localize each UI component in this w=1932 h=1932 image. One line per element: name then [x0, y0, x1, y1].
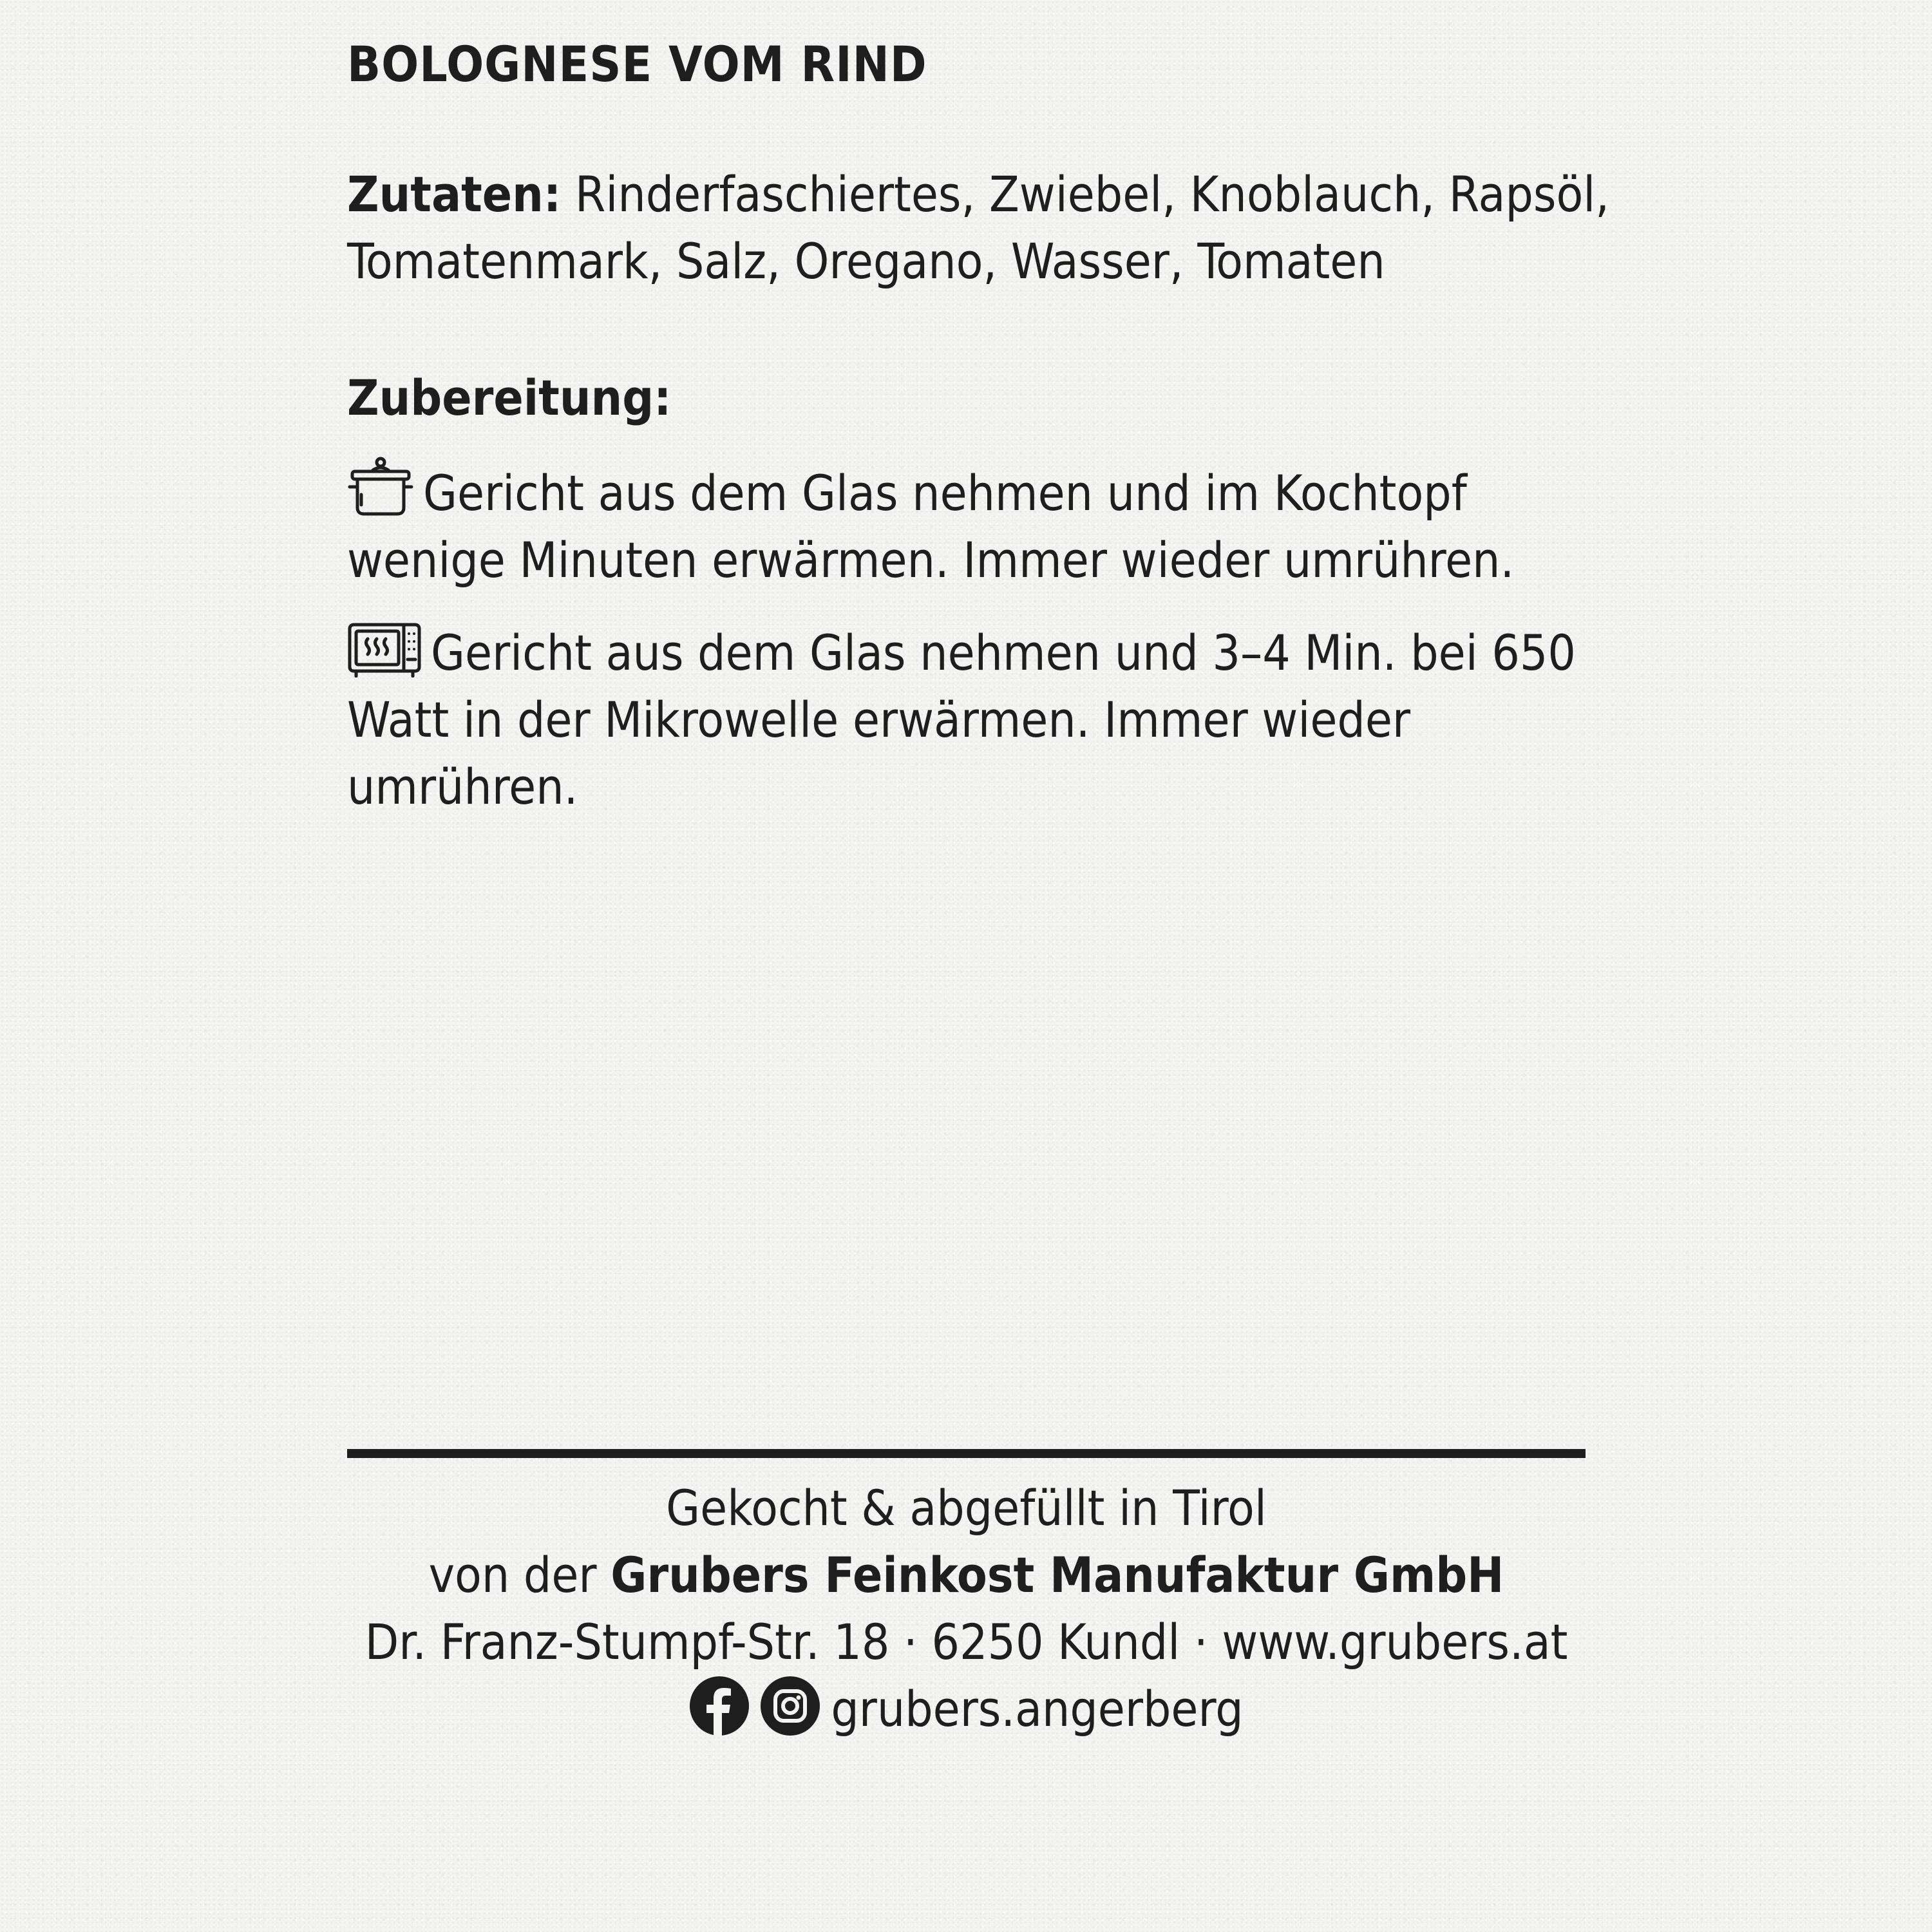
footer-social	[347, 1676, 1586, 1743]
social-handle: grubers.angerberg	[831, 1680, 1244, 1738]
preparation-step-microwave-text: Gericht aus dem Glas nehmen und 3–4 Min. bei 650 Watt in der Mikrowelle erwärmen. Immer wieder umrühren.	[347, 624, 1576, 815]
footer	[347, 1475, 1586, 1743]
preparation-step-pot-text: Gericht aus dem Glas nehmen und im Kochtopf wenige Minuten erwärmen. Immer wieder umrühren.	[347, 464, 1515, 589]
footer-producer-prefix: von der	[428, 1546, 597, 1604]
footer-address: Dr. Franz-Stumpf-Str. 18 · 6250 Kundl · www.grubers.at	[365, 1613, 1568, 1671]
product-title: BOLOGNESE VOM RIND	[347, 35, 927, 93]
divider	[347, 1449, 1586, 1458]
preparation-step-pot	[347, 456, 1609, 594]
company-name: Grubers Feinkost Manufaktur GmbH	[611, 1546, 1504, 1604]
ingredients-text: Rinderfaschiertes, Zwiebel, Knoblauch, Rapsöl, Tomatenmark, Salz, Oregano, Wasser, Tomaten	[347, 166, 1610, 290]
facebook-icon	[689, 1676, 750, 1736]
label-content	[347, 32, 1609, 820]
instagram-icon	[760, 1676, 820, 1736]
footer-origin: Gekocht & abgefüllt in Tirol	[666, 1479, 1267, 1537]
ingredients-label: Zutaten:	[347, 166, 562, 223]
footer-producer	[347, 1542, 1586, 1609]
cooking-pot-icon	[347, 456, 414, 518]
ingredients	[347, 161, 1609, 295]
preparation-step-microwave	[347, 620, 1609, 820]
microwave-icon	[347, 622, 422, 677]
preparation-heading: Zubereitung:	[347, 369, 672, 426]
